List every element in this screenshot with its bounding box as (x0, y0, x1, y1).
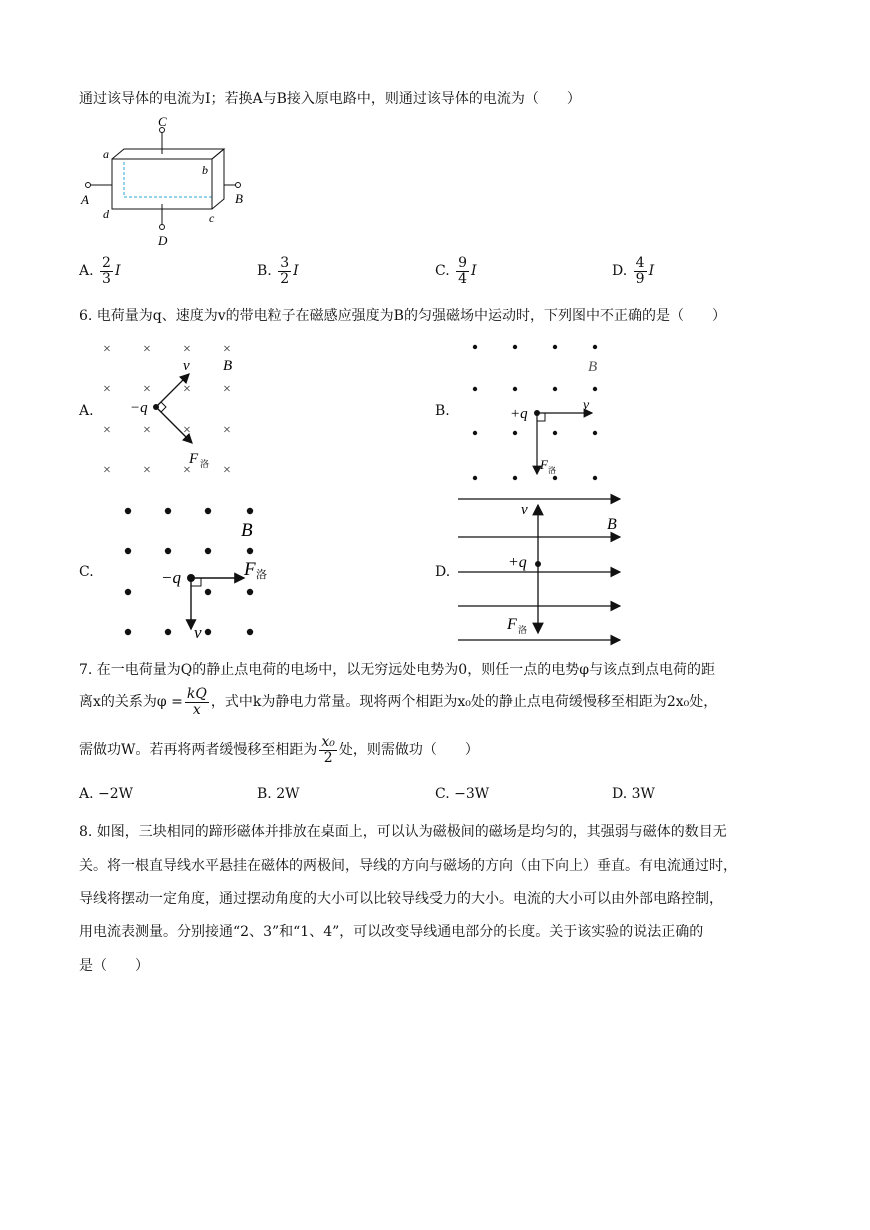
fig-c-F-sub: 洛 (256, 569, 267, 581)
fig-c-B: B (241, 520, 253, 541)
fig-a-charge: −q (130, 400, 148, 416)
q6-stem: 6. 电荷量为q、速度为v的带电粒子在磁感应强度为B的匀强磁场中运动时，下列图中不正确的是（ ） (79, 308, 726, 324)
q6-letter-c: C. (79, 564, 94, 580)
q7-line3: 需做功W。若再将两者缓慢移至相距为 $\frac{\text{x₀}}{2}$ 处，则需做功（ ） (79, 734, 479, 766)
fig-d-F: F (507, 616, 517, 633)
fig-a-B: B (223, 358, 233, 374)
q7-line1: 7. 在一电荷量为Q的静止点电荷的电场中，以无穷远处电势为0，则任一点的电势φ与该点到点电荷的距 (79, 662, 715, 678)
fig-a-F: F (189, 451, 199, 467)
svg-text:×: × (143, 423, 151, 438)
q7-line2: 离x的关系为φ = $\frac{kQ}{x}$ ，式中k为静电力常量。现将两个相距为x₀处的静止点电荷缓慢移至相距为2x₀处， (79, 686, 718, 718)
q8-line1: 8. 如图，三块相同的蹄形磁体并排放在桌面上，可以认为磁极间的磁场是均匀的，其强弱与磁体的数目无 (79, 824, 727, 840)
svg-text:×: × (223, 342, 231, 357)
label-D: D (158, 233, 168, 248)
q5-option-c: C. $\frac{9}{4}$ I (435, 255, 477, 287)
fig-c-v: v (194, 623, 202, 642)
svg-text:×: × (223, 463, 231, 478)
svg-text:×: × (143, 382, 151, 397)
fig-a-F-sub: 洛 (200, 459, 210, 469)
conductor-block-figure (78, 112, 278, 252)
label-a: a (103, 147, 109, 161)
svg-text:×: × (143, 463, 151, 478)
q6-figure-a (95, 336, 275, 486)
label-b: b (202, 163, 208, 177)
label-B: B (235, 191, 243, 206)
q6-figure-b (460, 336, 630, 486)
q7-option-a: A. −2W (79, 786, 134, 802)
fig-b-B: B (588, 359, 598, 375)
svg-text:×: × (103, 423, 111, 438)
field-lines (458, 499, 620, 640)
fig-c-charge: −q (161, 568, 181, 587)
svg-text:×: × (183, 423, 191, 438)
svg-text:×: × (223, 423, 231, 438)
q7-option-b: B. 2W (257, 786, 300, 802)
label-C: C (158, 114, 167, 129)
label-d: d (103, 207, 109, 221)
q7-option-c: C. −3W (435, 786, 490, 802)
q8-line2: 关。将一根直导线水平悬挂在磁体的两极间，导线的方向与磁场的方向（由下向上）垂直。有电流通过时， (79, 858, 737, 874)
label-c: c (209, 211, 215, 225)
svg-text:×: × (103, 342, 111, 357)
q5-intro: 通过该导体的电流为I；若换A与B接入原电路中，则通过该导体的电流为（ ） (79, 91, 581, 107)
q6-letter-d: D. (435, 564, 451, 580)
q6-letter-a: A. (79, 403, 94, 419)
fig-c-F: F (244, 559, 256, 580)
fig-b-v: v (583, 398, 590, 413)
q5-option-b: B. $\frac{3}{2}$ I (257, 255, 299, 287)
q8-line3: 导线将摆动一定角度，通过摆动角度的大小可以比较导线受力的大小。电流的大小可以由外部电路控制， (79, 891, 723, 907)
fig-d-v: v (521, 502, 528, 518)
q7-option-d: D. 3W (612, 786, 655, 802)
fig-b-F-sub: 洛 (548, 466, 556, 475)
fig-d-charge: +q (508, 554, 527, 571)
fig-d-F-sub: 洛 (518, 625, 528, 635)
field-dots (125, 508, 253, 635)
fig-a-v: v (183, 358, 190, 374)
fig-b-F: F (540, 457, 548, 472)
q5-option-d: D. $\frac{4}{9}$ I (612, 255, 655, 287)
q6-figure-d (455, 490, 630, 645)
q8-line4: 用电流表测量。分别接通“2、3”和“1、4”，可以改变导线通电部分的长度。关于该实验的说法正确的 (79, 924, 704, 940)
svg-text:×: × (183, 342, 191, 357)
svg-text:×: × (143, 342, 151, 357)
fig-d-B: B (607, 516, 617, 533)
cross-marks (103, 342, 231, 478)
svg-text:×: × (223, 382, 231, 397)
svg-text:×: × (103, 463, 111, 478)
fig-b-charge: +q (510, 406, 528, 422)
q8-line5: 是（ ） (79, 958, 149, 974)
q6-figure-c (110, 498, 310, 648)
svg-text:×: × (183, 382, 191, 397)
q6-letter-b: B. (435, 403, 450, 419)
svg-text:×: × (103, 382, 111, 397)
label-A: A (81, 192, 89, 207)
svg-text:×: × (183, 463, 191, 478)
q5-option-a: A. $\frac{2}{3}$ I (79, 255, 121, 287)
